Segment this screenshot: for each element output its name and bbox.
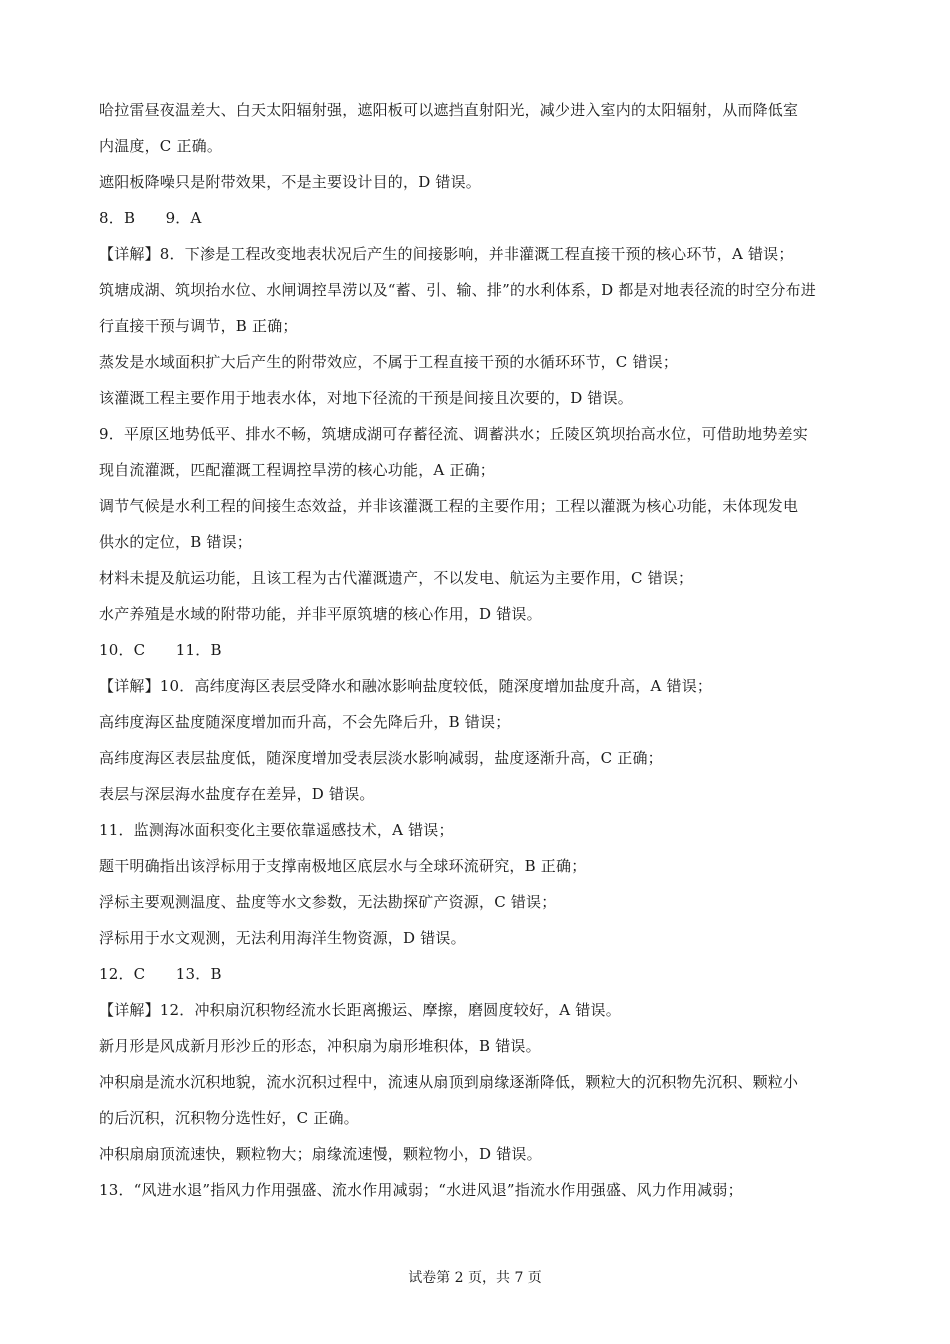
text-line: 水产养殖是水域的附带功能，并非平原筑塘的核心作用，D 错误。 bbox=[99, 605, 542, 623]
text-line: 现自流灌溉，匹配灌溉工程调控旱涝的核心功能，A 正确； bbox=[99, 461, 496, 479]
answer-line: 8．B 9．A bbox=[99, 209, 202, 227]
text-line: 材料未提及航运功能，且该工程为古代灌溉遗产，不以发电、航运为主要作用，C 错误； bbox=[99, 569, 694, 587]
text-line: 题干明确指出该浮标用于支撑南极地区底层水与全球环流研究，B 正确； bbox=[99, 857, 587, 875]
text-line: 遮阳板降噪只是附带效果，不是主要设计目的，D 错误。 bbox=[99, 173, 481, 191]
text-line: 高纬度海区表层盐度低，随深度增加受表层淡水影响减弱，盐度逐渐升高，C 正确； bbox=[99, 749, 663, 767]
text-line: 的后沉积，沉积物分选性好，C 正确。 bbox=[99, 1109, 359, 1127]
text-line: 筑塘成湖、筑坝抬水位、水闸调控旱涝以及“蓄、引、输、排”的水利体系，D 都是对地表径流的时空分布进 bbox=[99, 281, 816, 299]
text-line: 浮标用于水文观测，无法利用海洋生物资源，D 错误。 bbox=[99, 929, 466, 947]
text-line: 内温度，C 正确。 bbox=[99, 137, 223, 155]
explanation-heading-line: 【详解】8．下渗是工程改变地表状况后产生的间接影响，并非灌溉工程直接干预的核心环节，A 错误； bbox=[99, 245, 794, 263]
text-line: 调节气候是水利工程的间接生态效益，并非该灌溉工程的主要作用；工程以灌溉为核心功能，未体现发电 bbox=[99, 497, 799, 515]
text-line: 供水的定位，B 错误； bbox=[99, 533, 252, 551]
text-line: 冲积扇是流水沉积地貌，流水沉积过程中，流速从扇顶到扇缘逐渐降低，颗粒大的沉积物先沉积、颗粒小 bbox=[99, 1073, 799, 1091]
text-line: 9．平原区地势低平、排水不畅，筑塘成湖可存蓄径流、调蓄洪水；丘陵区筑坝抬高水位，可借助地势差实 bbox=[99, 425, 808, 443]
text-line: 11．监测海冰面积变化主要依靠遥感技术，A 错误； bbox=[99, 821, 454, 839]
text-line: 该灌溉工程主要作用于地表水体，对地下径流的干预是间接且次要的，D 错误。 bbox=[99, 389, 633, 407]
text-line: 新月形是风成新月形沙丘的形态，冲积扇为扇形堆积体，B 错误。 bbox=[99, 1037, 541, 1055]
text-line: 浮标主要观测温度、盐度等水文参数，无法勘探矿产资源，C 错误； bbox=[99, 893, 557, 911]
answer-line: 12．C 13．B bbox=[99, 965, 222, 983]
document-body bbox=[99, 92, 859, 1208]
explanation-heading-line: 【详解】12．冲积扇沉积物经流水长距离搬运、摩擦，磨圆度较好，A 错误。 bbox=[99, 1001, 621, 1019]
text-line: 蒸发是水域面积扩大后产生的附带效应，不属于工程直接干预的水循环环节，C 错误； bbox=[99, 353, 679, 371]
text-line: 行直接干预与调节，B 正确； bbox=[99, 317, 298, 335]
answer-line: 10．C 11．B bbox=[99, 641, 222, 659]
page-footer: 试卷第 2 页，共 7 页 bbox=[408, 1270, 542, 1286]
text-line: 表层与深层海水盐度存在差异，D 错误。 bbox=[99, 785, 375, 803]
text-line: 冲积扇扇顶流速快，颗粒物大；扇缘流速慢，颗粒物小，D 错误。 bbox=[99, 1145, 542, 1163]
text-line: 高纬度海区盐度随深度增加而升高，不会先降后升，B 错误； bbox=[99, 713, 511, 731]
text-line: 13．“风进水退”指风力作用强盛、流水作用减弱；“水进风退”指流水作用强盛、风力作用减弱； bbox=[99, 1181, 743, 1199]
explanation-heading-line: 【详解】10．高纬度海区表层受降水和融冰影响盐度较低，随深度增加盐度升高，A 错误； bbox=[99, 677, 713, 695]
text-line: 哈拉雷昼夜温差大、白天太阳辐射强，遮阳板可以遮挡直射阳光，减少进入室内的太阳辐射，从而降低室 bbox=[99, 101, 799, 119]
